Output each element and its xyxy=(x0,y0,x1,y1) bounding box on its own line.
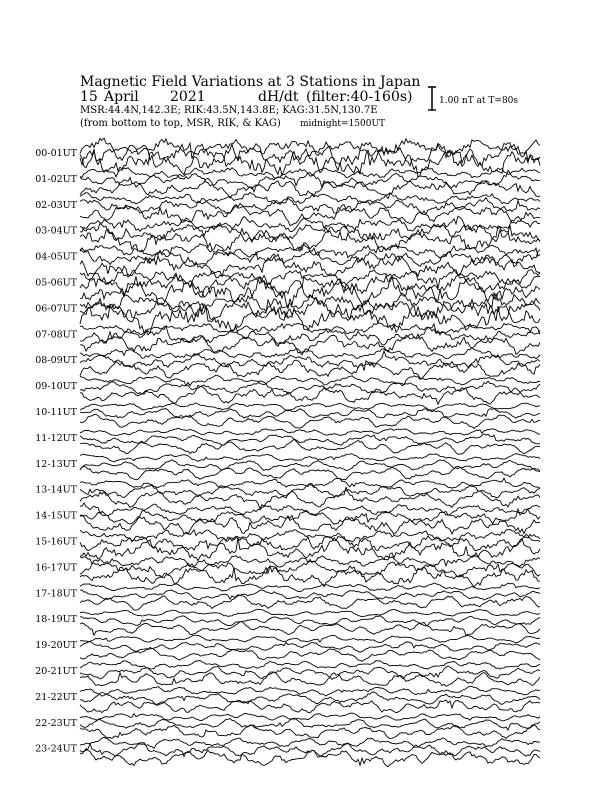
trace-msr xyxy=(80,595,540,610)
hour-label: 17-18UT xyxy=(35,588,77,600)
quantity-label: dH/dt xyxy=(258,89,299,105)
hour-panel xyxy=(35,216,540,252)
hour-label: 23-24UT xyxy=(35,743,77,755)
trace-rik xyxy=(80,248,540,267)
hour-label: 08-09UT xyxy=(35,355,77,367)
midnight-label: midnight=1500UT xyxy=(300,119,386,129)
trace-kag xyxy=(80,555,540,567)
date-month: April xyxy=(104,89,139,105)
hour-panel xyxy=(35,244,540,278)
hour-label: 07-08UT xyxy=(35,329,77,341)
trace-msr xyxy=(80,203,540,225)
hour-label: 14-15UT xyxy=(35,510,77,522)
trace-msr xyxy=(80,749,540,767)
trace-msr xyxy=(80,672,540,686)
hour-label: 21-22UT xyxy=(35,691,77,703)
hour-panel xyxy=(35,686,540,712)
stations-line: MSR:44.4N,142.3E; RIK:43.5N,143.8E; KAG:31.5N,130.7E xyxy=(80,105,378,116)
trace-rik xyxy=(80,434,540,445)
trace-msr xyxy=(80,622,540,636)
hour-panel xyxy=(35,478,540,509)
filter-label: (filter:40-160s) xyxy=(306,89,413,105)
hour-label: 04-05UT xyxy=(35,251,77,263)
hour-label: 15-16UT xyxy=(35,536,77,548)
trace-kag xyxy=(80,216,540,233)
hour-label: 00-01UT xyxy=(35,148,77,159)
hour-panel xyxy=(35,713,540,739)
trace-kag xyxy=(80,403,540,410)
scale-bar xyxy=(428,87,518,110)
hour-panel xyxy=(35,583,540,610)
chart-header xyxy=(80,74,518,129)
hour-panel xyxy=(35,529,540,560)
trace-kag xyxy=(80,686,540,696)
trace-kag xyxy=(80,168,540,179)
trace-kag xyxy=(80,375,540,386)
trace-msr xyxy=(80,487,540,508)
hour-label: 02-03UT xyxy=(35,199,77,211)
trace-kag xyxy=(80,609,540,617)
trace-rik xyxy=(80,484,540,498)
hour-panel xyxy=(35,375,540,404)
trace-msr xyxy=(80,439,540,454)
hour-label: 06-07UT xyxy=(35,303,77,315)
trace-rik xyxy=(80,198,540,215)
trace-rik xyxy=(80,692,540,705)
date-year: 2021 xyxy=(170,89,206,105)
hour-panel xyxy=(35,454,540,480)
trace-rik xyxy=(80,642,540,652)
hour-panel xyxy=(35,737,540,766)
hour-panel xyxy=(35,403,540,429)
trace-kag xyxy=(80,713,540,721)
hour-label: 01-02UT xyxy=(35,173,77,185)
hour-panels xyxy=(35,138,540,767)
hour-panel xyxy=(35,503,540,534)
hour-panel xyxy=(35,428,540,454)
hour-label: 03-04UT xyxy=(35,225,77,237)
trace-kag xyxy=(80,454,540,462)
trace-rik xyxy=(80,408,540,418)
hour-panel xyxy=(35,348,540,379)
hour-label: 10-11UT xyxy=(35,407,77,418)
trace-rik xyxy=(80,718,540,730)
hour-panel xyxy=(35,138,540,177)
hour-label: 19-20UT xyxy=(35,640,77,652)
hour-panel xyxy=(35,293,540,335)
trace-msr xyxy=(80,647,540,661)
trace-kag xyxy=(80,660,540,669)
hour-panel xyxy=(35,635,540,661)
hour-label: 16-17UT xyxy=(35,562,77,574)
hour-panel xyxy=(35,609,540,635)
date-day: 15 xyxy=(80,89,98,105)
chart-title: Magnetic Field Variations at 3 Stations in Japan xyxy=(80,74,421,90)
hour-label: 22-23UT xyxy=(35,717,77,729)
trace-msr xyxy=(80,360,540,378)
hour-label: 12-13UT xyxy=(35,458,77,470)
hour-label: 20-21UT xyxy=(35,666,77,677)
order-line: (from bottom to top, MSR, RIK, & KAG) xyxy=(80,118,281,129)
trace-kag xyxy=(80,635,540,642)
trace-rik xyxy=(80,590,540,600)
trace-msr xyxy=(80,700,540,713)
hour-panel xyxy=(35,323,540,355)
trace-rik xyxy=(80,297,540,321)
trace-kag xyxy=(80,428,540,435)
trace-rik xyxy=(80,170,540,191)
hour-label: 11-12UT xyxy=(35,432,77,444)
hour-label: 18-19UT xyxy=(35,614,77,626)
trace-kag xyxy=(80,583,540,592)
hour-panel xyxy=(35,660,540,686)
hour-label: 05-06UT xyxy=(35,277,77,289)
trace-msr xyxy=(80,515,540,534)
hour-label: 09-10UT xyxy=(35,381,77,393)
hour-panel xyxy=(35,192,540,225)
hour-label: 13-14UT xyxy=(35,484,77,496)
trace-rik xyxy=(80,460,540,472)
trace-rik xyxy=(80,559,540,578)
trace-msr xyxy=(80,177,540,198)
scale-label: 1.00 nT at T=80s xyxy=(439,96,519,106)
hour-panel xyxy=(35,168,540,199)
hour-panel xyxy=(35,555,540,587)
trace-msr xyxy=(80,332,540,355)
hour-panel xyxy=(35,270,540,309)
